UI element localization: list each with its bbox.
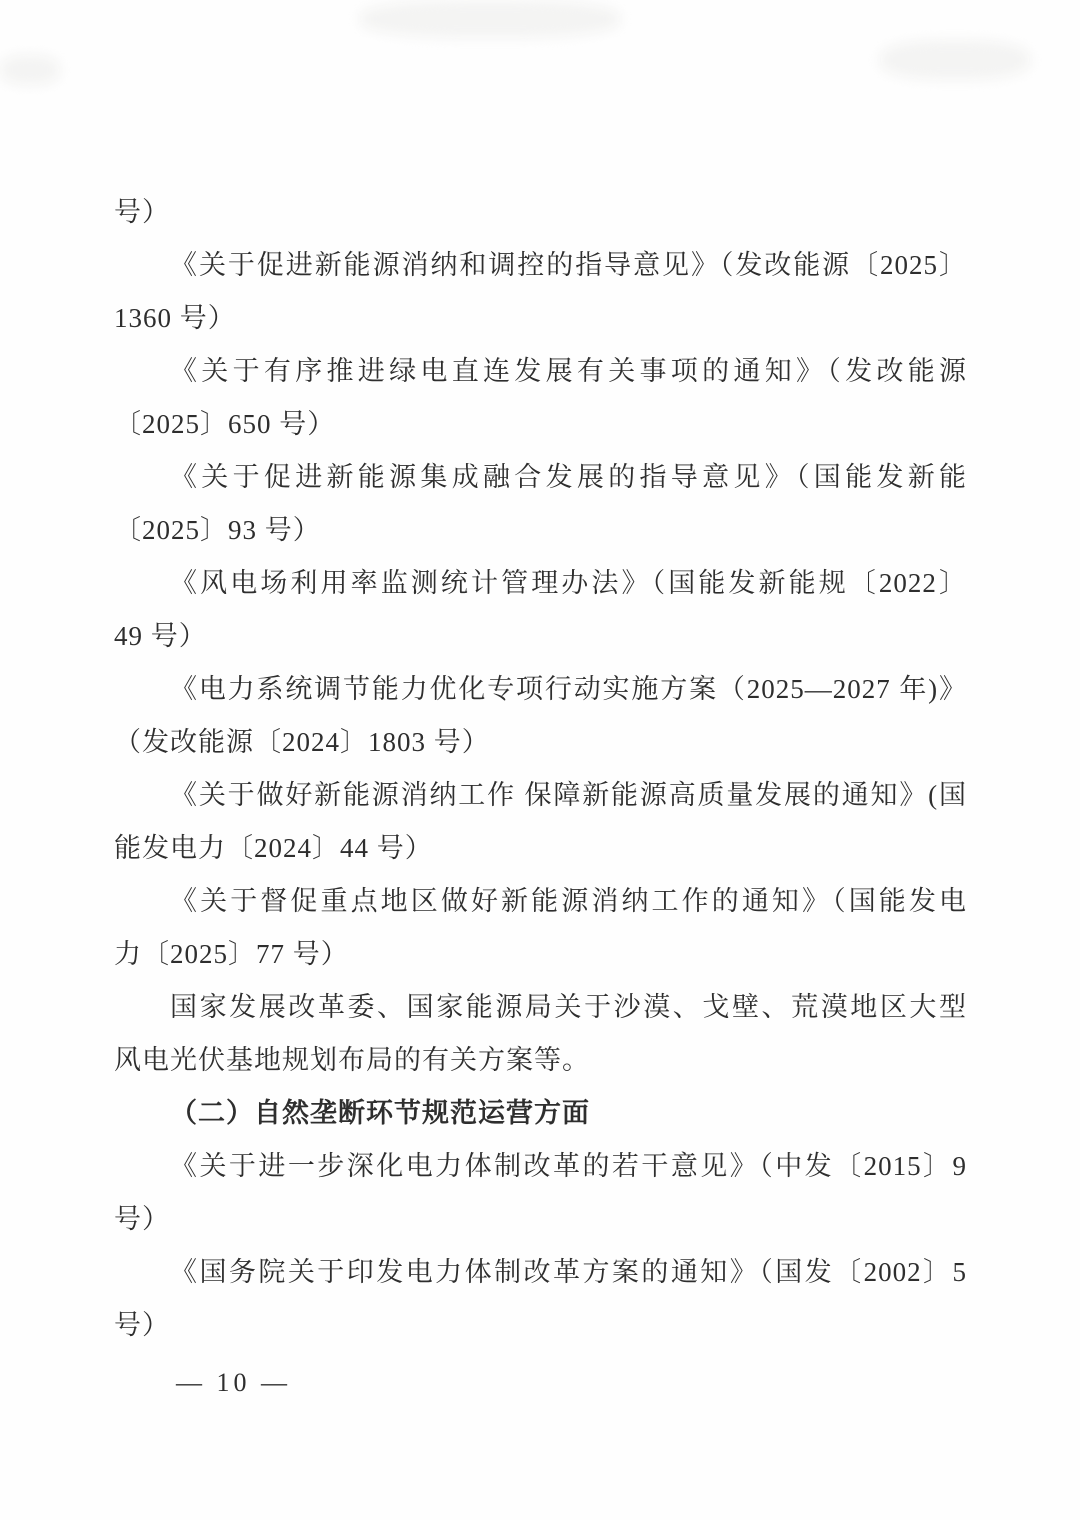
- text-line: 号）: [114, 197, 170, 227]
- text-line: 《关于促进新能源消纳和调控的指导意见》（发改能源〔2025〕: [170, 250, 967, 280]
- text-line: 49 号）: [114, 621, 207, 651]
- text-line: 《国务院关于印发电力体制改革方案的通知》（国发〔2002〕5: [170, 1257, 967, 1287]
- text-line: 《关于促进新能源集成融合发展的指导意见》（国能发新能: [170, 462, 967, 492]
- text-line: （发改能源〔2024〕1803 号）: [114, 727, 490, 757]
- scan-artifact: [360, 0, 620, 38]
- text-line: 《风电场利用率监测统计管理办法》（国能发新能规〔2022〕: [170, 568, 967, 598]
- page-number: — 10 —: [176, 1368, 291, 1397]
- scan-artifact: [0, 55, 60, 85]
- text-line: 号）: [114, 1204, 170, 1234]
- scan-artifact: [880, 40, 1030, 80]
- text-line: 《电力系统调节能力优化专项行动实施方案（2025—2027 年)》: [170, 674, 967, 704]
- text-line: 〔2025〕650 号）: [114, 409, 336, 439]
- document-body: [114, 186, 967, 1352]
- text-line: 能发电力〔2024〕44 号）: [114, 833, 433, 863]
- text-line: 风电光伏基地规划布局的有关方案等。: [114, 1045, 590, 1075]
- section-heading: （二）自然垄断环节规范运营方面: [170, 1098, 590, 1128]
- text-line: 〔2025〕93 号）: [114, 515, 321, 545]
- text-line: 《关于督促重点地区做好新能源消纳工作的通知》（国能发电: [170, 886, 967, 916]
- text-line: 《关于进一步深化电力体制改革的若干意见》（中发〔2015〕9: [170, 1151, 967, 1181]
- text-line: 号）: [114, 1310, 170, 1340]
- text-line: 《关于做好新能源消纳工作 保障新能源高质量发展的通知》(国: [170, 780, 967, 810]
- text-line: 《关于有序推进绿电直连发展有关事项的通知》（发改能源: [170, 356, 967, 386]
- text-line: 1360 号）: [114, 303, 236, 333]
- text-line: 力〔2025〕77 号）: [114, 939, 349, 969]
- text-line: 国家发展改革委、国家能源局关于沙漠、戈壁、荒漠地区大型: [170, 992, 967, 1022]
